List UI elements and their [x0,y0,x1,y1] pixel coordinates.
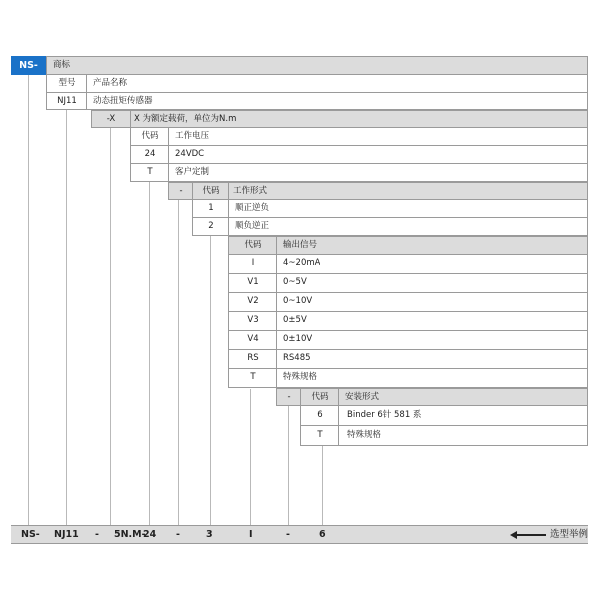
output-value: 4~20mA [283,258,321,268]
model-code: NJ11 [57,96,77,106]
mount-row [300,426,588,446]
model-header-row [46,75,588,93]
work-value: 顺负逆正 [235,221,270,231]
output-value: RS485 [283,353,311,363]
model-header-code: 型号 [58,78,76,88]
mount-header-name: 安装形式 [345,392,380,402]
work-divider [228,182,229,236]
voltage-header-row [130,128,588,146]
voltage-value: 24VDC [175,149,205,159]
work-row [192,200,588,218]
example-label: 选型举例 [550,529,589,540]
work-value: 顺正逆负 [235,203,270,213]
guide-line [210,236,211,525]
output-header-code: 代码 [244,240,262,250]
range-code: -X [106,114,116,124]
mount-code: T [317,430,323,440]
work-header-name: 工作形式 [233,186,268,196]
work-header-dash: - [179,186,183,196]
voltage-divider [168,128,169,182]
range-divider [130,110,131,128]
example-part: NJ11 [54,529,79,540]
example-part: - [176,529,180,540]
mount-header-code: 代码 [311,392,329,402]
range-row [91,110,588,128]
mount-divider [338,388,339,446]
output-row [228,350,588,369]
guide-line [149,182,150,525]
example-part: 6 [319,529,326,540]
voltage-code: T [147,167,153,177]
output-row [228,255,588,274]
mount-divider [300,388,301,406]
output-value: 0~10V [283,296,313,306]
output-row [228,293,588,312]
guide-line [110,128,111,525]
voltage-header-name: 工作电压 [175,131,210,141]
output-code: T [250,372,256,382]
model-header-name: 产品名称 [93,78,128,88]
output-row [228,331,588,350]
guide-line [322,446,323,525]
model-name: 动态扭矩传感器 [93,96,153,106]
model-divider [86,75,87,110]
output-code: V2 [247,296,259,306]
range-desc: X 为额定载荷，单位为N.m [134,114,237,124]
output-row [228,369,588,388]
guide-line [28,75,29,525]
voltage-code: 24 [144,149,156,159]
output-value: 0±5V [283,315,307,325]
output-row [228,312,588,331]
work-code: 2 [208,221,214,231]
voltage-header-code: 代码 [141,131,159,141]
output-header-name: 输出信号 [283,240,318,250]
output-value: 0±10V [283,334,313,344]
voltage-row [130,164,588,182]
output-code: V3 [247,315,259,325]
output-code: I [251,258,255,268]
guide-line [66,110,67,525]
output-code: V4 [247,334,259,344]
output-divider [276,236,277,388]
output-value: 特殊规格 [283,372,318,382]
example-part: 3 [206,529,213,540]
model-row [46,92,588,110]
mount-header-row [276,388,588,406]
output-code: V1 [247,277,259,287]
example-part: 5N.M- [114,529,146,540]
voltage-row [130,146,588,164]
ns-badge: NS- [11,56,46,75]
mount-value: 特殊规格 [347,430,382,440]
work-divider [192,182,193,200]
example-part: - [286,529,290,540]
guide-line [178,200,179,525]
mount-value: Binder 6针 581 系 [347,410,422,420]
mount-row [300,406,588,426]
work-row [192,218,588,236]
voltage-value: 客户定制 [175,167,210,177]
brand-row [46,56,588,75]
output-value: 0~5V [283,277,307,287]
work-header-code: 代码 [202,186,220,196]
guide-line [288,405,289,525]
output-code: RS [247,353,259,363]
example-part: I [249,529,253,540]
output-row [228,274,588,293]
example-part: NS- [21,529,40,540]
arrow-left-icon [516,534,546,536]
mount-code: 6 [317,410,323,420]
example-part: - [95,529,99,540]
brand-label: 商标 [53,60,71,70]
selection-example-bar [11,525,588,544]
work-header-row [168,182,588,200]
example-part: 24 [143,529,157,540]
output-header-row [228,236,588,255]
mount-header-dash: - [287,392,291,402]
work-code: 1 [208,203,214,213]
guide-line [250,389,251,525]
